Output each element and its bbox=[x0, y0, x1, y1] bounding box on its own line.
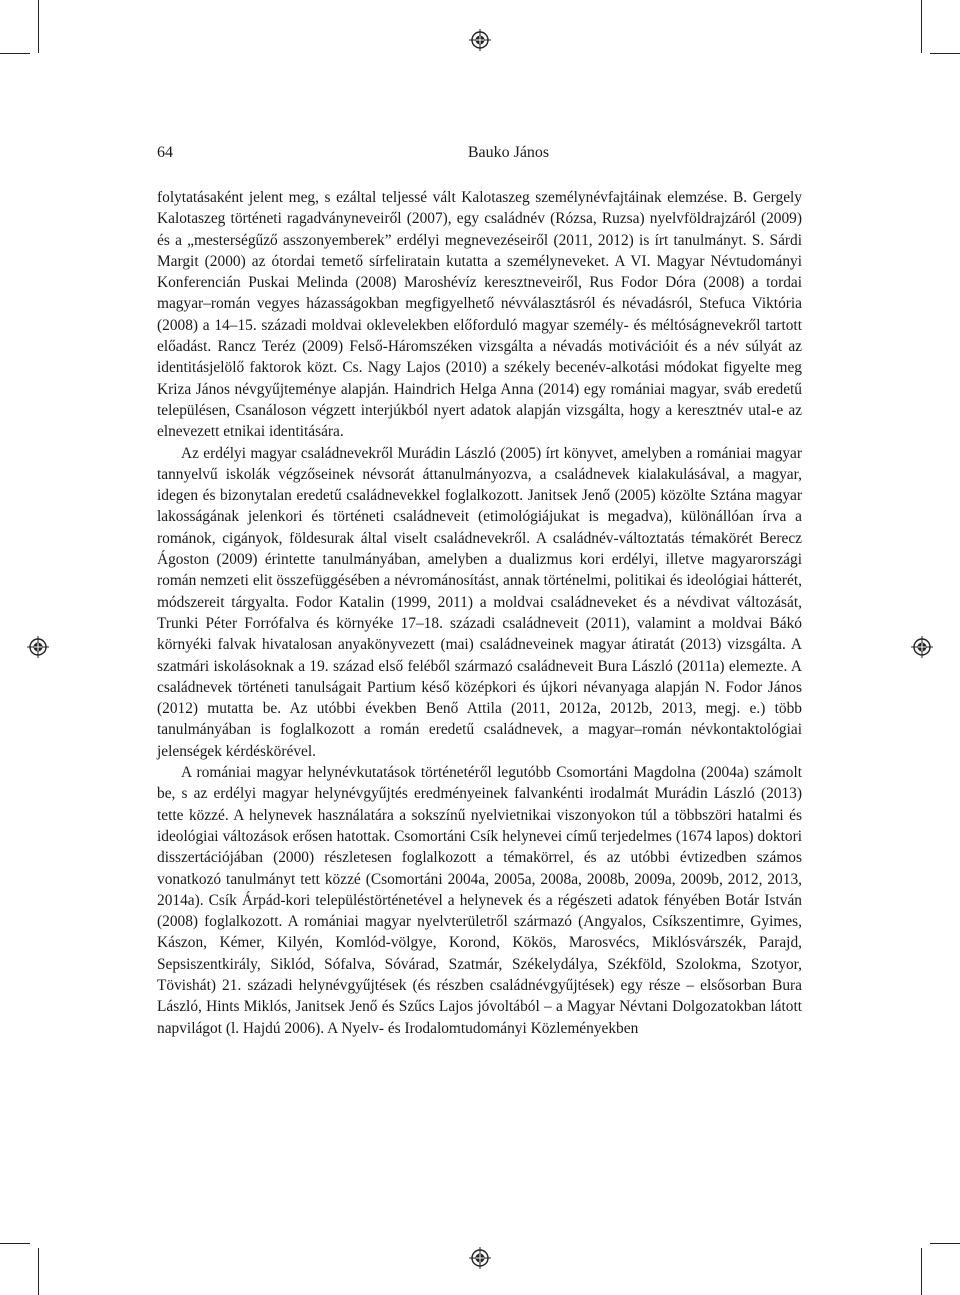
page-number: 64 bbox=[157, 144, 173, 161]
registration-mark-top-icon bbox=[469, 29, 491, 51]
crop-mark-bottom-left-vertical bbox=[38, 1248, 39, 1295]
crop-mark-bottom-right-vertical bbox=[921, 1248, 922, 1295]
crop-mark-top-left-horizontal bbox=[0, 53, 30, 54]
paragraph-3: A romániai magyar helynévkutatások történetéről legutóbb Csomortáni Magdolna (2004a) számolt be, s az erdélyi magyar helynévgyűjtés eredményeinek falvankénti irodalmát Murádin László (2013) tette közzé. A helynevek használatára a sokszínű nyelvietnikai viszonyokon túl a többszöri hatalmi és ideológiai változások erősen hatottak. Csomortáni Csík helynevei című terjedelmes (1674 lapos) doktori disszertációjában (2000) részletesen foglalkozott a témakörrel, és az utóbbi évtizedben számos vonatkozó tanulmányt tett közzé (Csomortáni 2004a, 2005a, 2008a, 2008b, 2009a, 2009b, 2012, 2013, 2014a). Csík Árpád-kori településtörténetével a helynevek és a régészeti adatok fényében Botár István (2008) foglalkozott. A romániai magyar nyelvterületről származó (Angyalos, Csíkszentimre, Gyimes, Kászon, Kémer, Kilyén, Komlód-völgye, Korond, Kökös, Marosvécs, Miklósvárszék, Parajd, Sepsiszentkirály, Siklód, Sófalva, Sóvárad, Szatmár, Székelydálya, Székföld, Szolokma, Szotyor, Tövishát) 21. századi helynévgyűjtések (és részben családnévgyűjtések) egy része – elsősorban Bura László, Hints Miklós, Janitsek Jenő és Szűcs Lajos jóvoltából – a Magyar Névtani Dolgozatokban látott napvilágot (l. Hajdú 2006). A Nyelv- és Irodalomtudományi Közleményekben bbox=[157, 764, 802, 1037]
paragraph-1: folytatásaként jelent meg, s ezáltal teljessé vált Kalotaszeg személynévfajtáinak elemzése. B. Gergely Kalotaszeg történeti ragadványneveiről (2007), egy családnév (Rózsa, Ruzsa) nyelvföldrajzáról (2009) és a „mesterségűző asszonyemberek” erdélyi megnevezéseiről (2011, 2012) is írt tanulmányt. S. Sárdi Margit (2000) az ótordai temető sírfeliratain kutatta a személyneveket. A VI. Magyar Névtudományi Konferencián Puskai Melinda (2008) Maroshévíz keresztneveiről, Rus Fodor Dóra (2008) a tordai magyar–román vegyes házasságokban megfigyelhető névválasztásról és névadásról, Stefuca Viktória (2008) a 14–15. századi moldvai oklevelekben előforduló magyar személy- és méltóságnevekről tartott előadást. Rancz Teréz (2009) Felső-Háromszéken vizsgálta a névadás motivációit és a név súlyát az identitásjelölő faktorok közt. Cs. Nagy Lajos (2010) a székely becenév-alkotási módokat figyelte meg Kriza János névgyűjteménye alapján. Haindrich Helga Anna (2014) egy romániai magyar, sváb eredetű településen, Csanáloson végzett interjúkból nyert adatok alapján vizsgálta, hogy a keresztnév utal-e az elnevezett etnikai identitására. bbox=[157, 189, 802, 441]
crop-mark-top-right-vertical bbox=[921, 0, 922, 53]
running-header bbox=[157, 144, 802, 166]
crop-mark-top-right-horizontal bbox=[930, 53, 960, 54]
crop-mark-bottom-left-horizontal bbox=[0, 1243, 30, 1244]
crop-mark-bottom-right-horizontal bbox=[930, 1243, 960, 1244]
paragraph-2: Az erdélyi magyar családnevekről Murádin László (2005) írt könyvet, amelyben a romániai magyar tannyelvű iskolák végzőseinek névsorát áttanulmányozva, a családnevek kialakulásával, a magyar, idegen és bizonytalan eredetű családnevekkel foglalkozott. Janitsek Jenő (2005) közölte Sztána magyar lakosságának jelenkori és történeti családneveit (etimológiájukat is megadva), különállóan írva a románok, cigányok, földesurak által viselt családnevekről. A családnév-változtatás témakörét Berecz Ágoston (2009) érintette tanulmányában, amelyben a dualizmus kori erdélyi, illetve magyarországi román nemzeti elit összefüggésében a névrománosítást, annak történelmi, politikai és ideológiai hátterét, módszereit tárgyalta. Fodor Katalin (1999, 2011) a moldvai családneveket és a névdivat változását, Trunki Péter Forrófalva és környéke 17–18. századi családneveit (2011), valamint a moldvai Bákó környéki falvak hivatalosan anyakönyvezett (mai) családneveinek magyar átiratát (2013) vizsgálta. A szatmári iskolásoknak a 19. század első feléből származó családneveit Bura László (2011a) elemezte. A családnevek történeti tanulságait Partium késő középkori és újkori névanyaga alapján N. Fodor János (2012) mutatta be. Az utóbbi években Benő Attila (2011, 2012a, 2012b, 2013, megj. e.) több tanulmányában is foglalkozott a román eredetű családnevek, a magyar–román névkontaktológiai jelenségek kérdéskörével. bbox=[157, 444, 802, 760]
registration-mark-left-icon bbox=[27, 636, 49, 658]
registration-mark-bottom-icon bbox=[469, 1247, 491, 1269]
running-head-author: Bauko János bbox=[467, 144, 550, 161]
crop-mark-top-left-vertical bbox=[38, 0, 39, 53]
body-text bbox=[157, 187, 802, 1039]
registration-mark-right-icon bbox=[911, 636, 933, 658]
